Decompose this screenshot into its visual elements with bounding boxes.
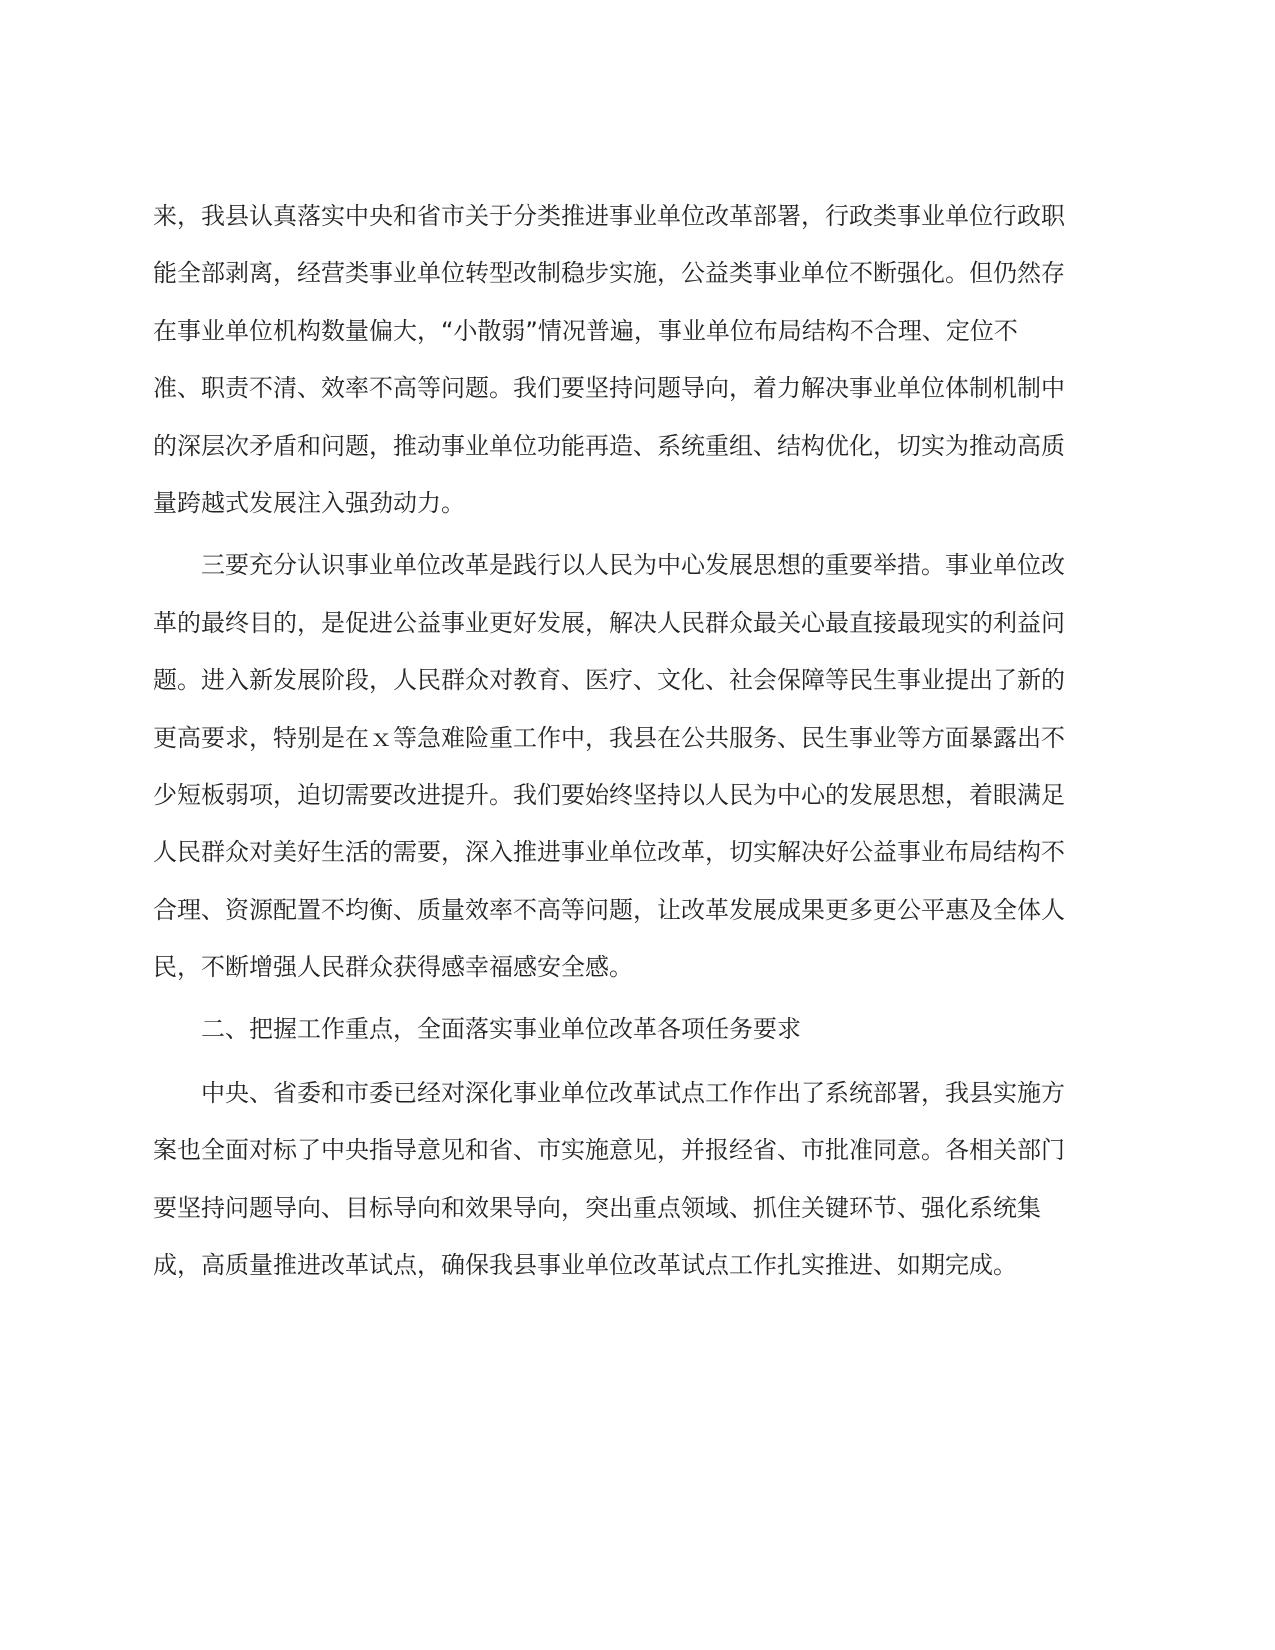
text-line: 在事业单位机构数量偏大，“小散弱”情况普遍，事业单位布局结构不合理、定位不: [153, 316, 1018, 345]
section-heading: [153, 1001, 1113, 1058]
text-line: 成，高质量推进改革试点，确保我县事业单位改革试点工作扎实推进、如期完成。: [153, 1251, 1017, 1280]
text-line: 准、职责不清、效率不高等问题。我们要坚持问题导向，着力解决事业单位体制机制中: [153, 374, 1065, 403]
text-line: 中央、省委和市委已经对深化事业单位改革试点工作作出了系统部署，我县实施方: [153, 1078, 1065, 1107]
text-line: 要坚持问题导向、目标导向和效果导向，突出重点领域、抓住关键环节、强化系统集: [153, 1193, 1041, 1222]
text-line: 来，我县认真落实中央和省市关于分类推进事业单位改革部署，行政类事业单位行政职: [153, 202, 1065, 230]
text-line: 能全部剥离，经营类事业单位转型改制稳步实施，公益类事业单位不断强化。但仍然存: [153, 259, 1065, 288]
section-heading-text: 二、把握工作重点，全面落实事业单位改革各项任务要求: [153, 1015, 801, 1044]
text-line: 案也全面对标了中央指导意见和省、市实施意见，并报经省、市批准同意。各相关部门: [153, 1136, 1065, 1165]
text-line: 少短板弱项，迫切需要改进提升。我们要始终坚持以人民为中心的发展思想，着眼满足: [153, 780, 1065, 809]
text-line: 三要充分认识事业单位改革是践行以人民为中心发展思想的重要举措。事业单位改: [153, 551, 1065, 580]
text-line: 民，不断增强人民群众获得感幸福感安全感。: [153, 953, 633, 982]
paragraph-key-tasks: [153, 1065, 1113, 1295]
text-line: 的深层次矛盾和问题，推动事业单位功能再造、系统重组、结构优化，切实为推动高质: [153, 431, 1065, 460]
text-line: 量跨越式发展注入强劲动力。: [153, 488, 465, 517]
text-line: 合理、资源配置不均衡、质量效率不高等问题，让改革发展成果更多更公平惠及全体人: [153, 895, 1065, 924]
paragraph-continuation: [153, 188, 1113, 532]
document-body: [153, 188, 1113, 1294]
text-line: 革的最终目的，是促进公益事业更好发展，解决人民群众最关心最直接最现实的利益问: [153, 608, 1065, 637]
text-line: 更高要求，特别是在ｘ等急难险重工作中，我县在公共服务、民生事业等方面暴露出不: [153, 723, 1065, 752]
paragraph-people-centered: [153, 537, 1113, 996]
text-line: 人民群众对美好生活的需要，深入推进事业单位改革，切实解决好公益事业布局结构不: [153, 838, 1065, 867]
text-line: 题。进入新发展阶段，人民群众对教育、医疗、文化、社会保障等民生事业提出了新的: [153, 666, 1065, 695]
